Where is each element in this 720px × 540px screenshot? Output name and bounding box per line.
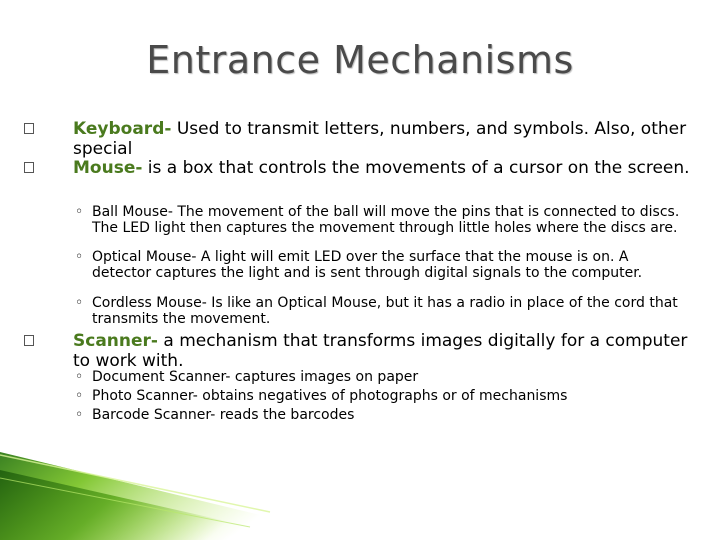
slide-title: Entrance Mechanisms — [146, 38, 574, 82]
desc-mouse: is a box that controls the movements of a cursor on the screen. — [142, 158, 690, 178]
hollow-circle-bullet-icon: ◦ — [75, 388, 84, 404]
hollow-circle-bullet-icon: ◦ — [75, 369, 84, 385]
desc-scanner: a mechanism that transforms images digitally for a computer to work with. — [73, 331, 688, 371]
square-bullet-icon — [24, 162, 34, 173]
term-mouse: Mouse- — [73, 158, 143, 178]
hollow-circle-bullet-icon: ◦ — [75, 204, 84, 220]
hollow-circle-bullet-icon: ◦ — [75, 249, 84, 265]
square-bullet-icon — [24, 335, 34, 346]
hollow-circle-bullet-icon: ◦ — [75, 407, 84, 423]
square-bullet-icon — [24, 123, 34, 134]
desc-keyboard: Used to transmit letters, numbers, and symbols. Also, other special — [73, 119, 687, 159]
term-scanner: Scanner- — [73, 331, 158, 351]
hollow-circle-bullet-icon: ◦ — [75, 295, 84, 311]
term-keyboard: Keyboard- — [73, 119, 172, 139]
slide: Entrance Mechanisms Keyboard- Used to transmit letters, numbers, and symbols. Also, other special Mouse- is a box that controls the movements of a cursor on the screen. ◦ Ball Mouse- The movement of the ball will move the pins that is connected to discs. The LED light then captures the movement through little holes where the discs are. ◦ Optical Mouse- A light will emit LED over the surface that the mouse is on. A detector captures the light and is sent through digital signals to the computer. ◦ Cordless Mouse- Is like an Optical Mouse, but it has a radio in place of the cord that transmits the movement. Scanner- a mechanism that transforms images digitally for a computer to work with. ◦ Document Scanner- captures images on paper ◦ Photo Scanner- obtains negatives of photographs or of mechanisms ◦ Barcode Scanner- reads the barcodes — [0, 0, 720, 540]
